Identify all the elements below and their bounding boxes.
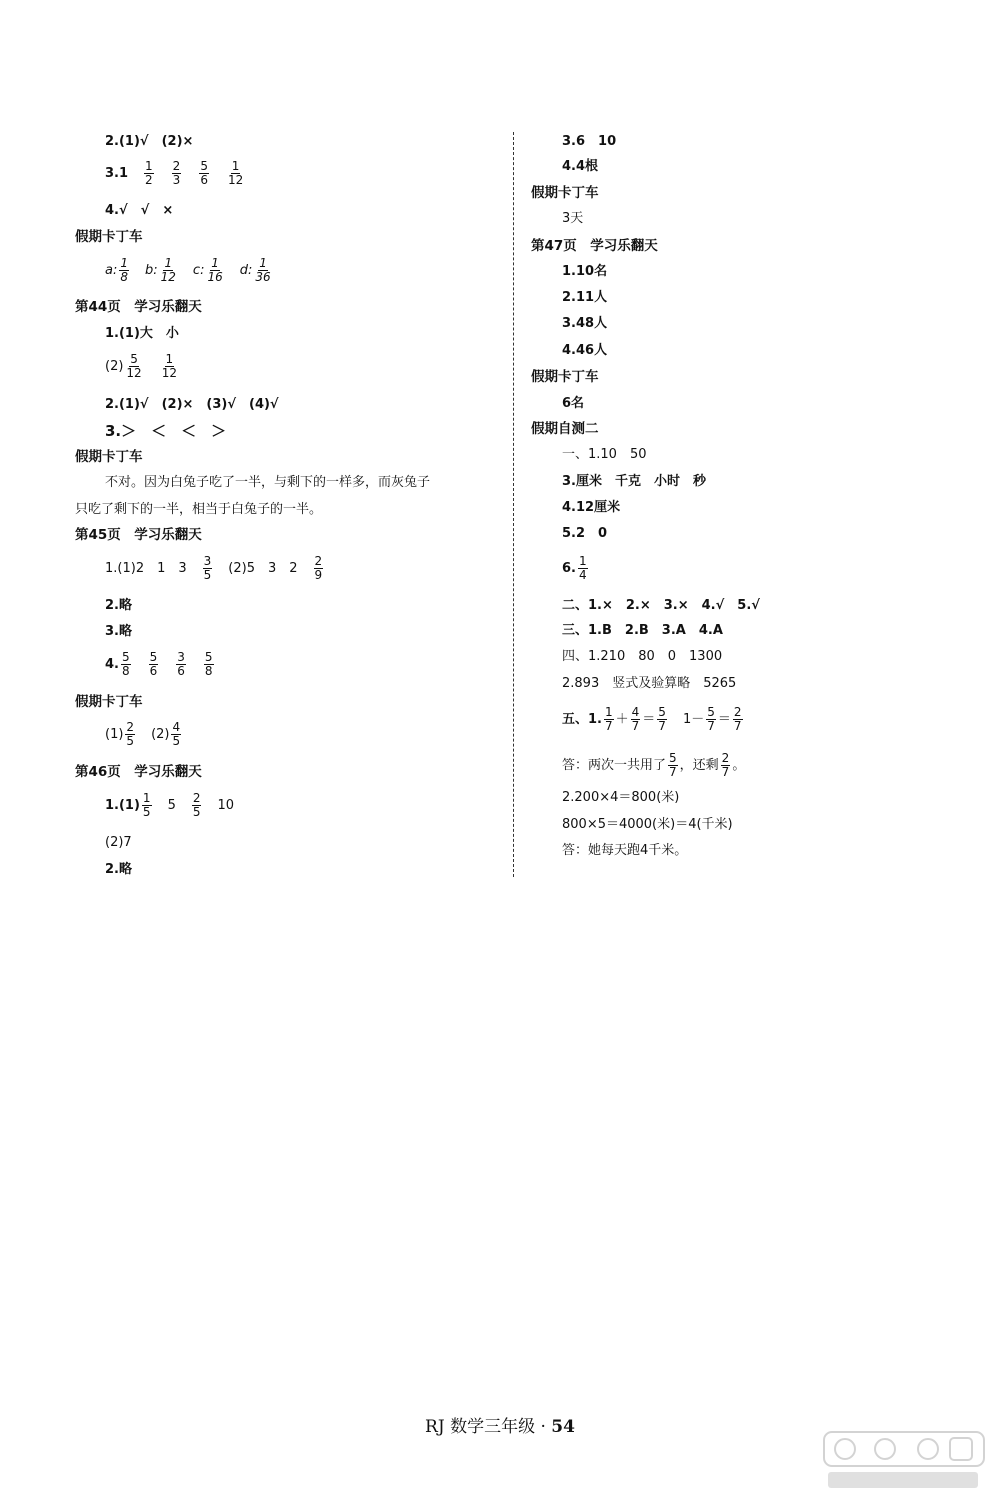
section-heading: 假期卡丁车	[75, 229, 143, 245]
right-line-12: 5.2 0	[562, 526, 608, 541]
page-number: 54	[551, 1417, 575, 1437]
section-heading: 假期卡丁车	[531, 369, 599, 385]
right-line-18: 五、1. $\frac{1}{7}$ ＋ $\frac{4}{7}$ ＝ $\frac{5}{7}$ 1－ $\frac{5}{7}$ ＝ $\frac{2}{7}$	[562, 705, 742, 733]
section-heading: 假期卡丁车	[75, 449, 143, 465]
right-line-16: 四、1.210 80 0 1300	[562, 649, 723, 664]
paragraph-line-1: 不对。因为白兔子吃了一半，与剩下的一样多，而灰兔子	[105, 475, 431, 490]
fraction: $\frac{5}{8}$	[121, 650, 130, 678]
right-line-6: 3.48人	[562, 316, 608, 331]
left-line-8: 3.＞ ＜ ＜ ＞	[105, 422, 227, 440]
fraction: $\frac{1}{4}$	[578, 554, 587, 582]
right-line-2: 4.4根	[562, 159, 599, 174]
fraction: $\frac{5}{12}$	[126, 352, 142, 380]
right-line-22: 答：她每天跑4千米。	[562, 843, 688, 858]
section-heading: 第44页 学习乐翻天	[75, 299, 202, 315]
left-line-5: 1.(1)大 小	[105, 326, 179, 341]
right-line-5: 2.11人	[562, 290, 608, 305]
right-line-10: 3.厘米 千克 小时 秒	[562, 474, 706, 489]
fraction: $\frac{1}{12}$	[160, 256, 176, 284]
fraction: $\frac{1}{5}$	[142, 791, 151, 819]
fraction: $\frac{4}{7}$	[631, 705, 640, 733]
left-line-12: 4. $\frac{5}{8}$ $\frac{5}{6}$ $\frac{3}{6}$ $\frac{5}{8}$	[105, 650, 213, 678]
section-heading: 第47页 学习乐翻天	[531, 238, 658, 254]
watermark-logo	[820, 1428, 990, 1493]
right-line-8: 6名	[562, 396, 585, 411]
fraction: $\frac{1}{8}$	[120, 256, 128, 284]
left-line-10: 2.略	[105, 598, 132, 613]
right-line-9: 一、1.10 50	[562, 447, 647, 462]
right-line-13: 6. $\frac{1}{4}$	[562, 554, 587, 582]
right-line-20: 2.200×4＝800(米)	[562, 790, 680, 805]
paragraph-line-2: 只吃了剩下的一半，相当于白兔子的一半。	[75, 502, 323, 517]
right-line-21: 800×5＝4000(米)＝4(千米)	[562, 817, 733, 832]
fraction: $\frac{2}{7}$	[733, 705, 742, 733]
section-heading: 假期卡丁车	[75, 694, 143, 710]
fraction: $\frac{5}{8}$	[204, 650, 213, 678]
left-line-9: 1.(1)2 1 3 $\frac{3}{5}$ (2)5 3 2 $\frac{2}{9}$	[105, 554, 323, 582]
fraction: $\frac{5}{6}$	[149, 650, 158, 678]
fraction: $\frac{2}{5}$	[192, 791, 201, 819]
section-heading: 假期卡丁车	[531, 185, 599, 201]
left-line-7: 2.(1)√ (2)× (3)√ (4)√	[105, 397, 279, 412]
right-line-1: 3.6 10	[562, 134, 617, 149]
fraction: $\frac{1}{12}$	[227, 159, 244, 187]
fraction: $\frac{3}{6}$	[177, 650, 185, 678]
left-line-13: (1) $\frac{2}{5}$ (2) $\frac{4}{5}$	[105, 720, 181, 748]
fraction: $\frac{3}{5}$	[203, 554, 212, 582]
footer-label: RJ 数学三年级 ·	[425, 1417, 552, 1437]
section-heading: 第45页 学习乐翻天	[75, 527, 202, 543]
fraction: $\frac{1}{2}$	[145, 159, 153, 187]
left-line-14: 1.(1) $\frac{1}{5}$ 5 $\frac{2}{5}$ 10	[105, 791, 235, 819]
right-line-15: 三、1.B 2.B 3.A 4.A	[562, 623, 723, 638]
fraction: $\frac{2}{9}$	[314, 554, 323, 582]
fraction: $\frac{4}{5}$	[172, 720, 181, 748]
left-line-4: a: $\frac{1}{8}$ b: $\frac{1}{12}$ c: $\frac{1}{16}$ d: $\frac{1}{36}$	[105, 256, 271, 284]
fraction: $\frac{5}{7}$	[707, 705, 715, 733]
column-divider	[513, 132, 514, 877]
section-heading: 第46页 学习乐翻天	[75, 764, 202, 780]
fraction: $\frac{1}{16}$	[207, 256, 223, 284]
fraction: $\frac{5}{7}$	[658, 705, 666, 733]
right-line-4: 1.10名	[562, 264, 608, 279]
right-line-14: 二、1.× 2.× 3.× 4.√ 5.√	[562, 598, 760, 613]
fraction: $\frac{2}{7}$	[721, 751, 730, 779]
left-line-3: 4.√ √ ×	[105, 203, 174, 218]
left-line-1: 2.(1)√ (2)×	[105, 134, 194, 149]
section-heading: 假期自测二	[531, 421, 599, 437]
fraction: $\frac{2}{3}$	[172, 159, 181, 187]
fraction: $\frac{5}{6}$	[200, 159, 208, 187]
fraction: $\frac{1}{12}$	[161, 352, 177, 380]
left-line-11: 3.略	[105, 624, 132, 639]
right-line-19: 答：两次一共用了 $\frac{5}{7}$ ，还剩 $\frac{2}{7}$ 。	[562, 751, 746, 779]
fraction: $\frac{2}{5}$	[126, 720, 135, 748]
right-line-7: 4.46人	[562, 343, 608, 358]
left-line-15: (2)7	[105, 835, 132, 850]
left-line-2: 3.1 $\frac{1}{2}$ $\frac{2}{3}$ $\frac{5}{6}$ $\frac{1}{12}$	[105, 159, 244, 187]
fraction: $\frac{1}{7}$	[604, 705, 613, 733]
right-line-17: 2.893 竖式及验算略 5265	[562, 676, 737, 691]
left-line-6: (2) $\frac{5}{12}$ $\frac{1}{12}$	[105, 352, 177, 380]
right-line-11: 4.12厘米	[562, 500, 621, 515]
fraction: $\frac{5}{7}$	[669, 751, 677, 779]
fraction: $\frac{1}{36}$	[255, 256, 271, 284]
left-line-16: 2.略	[105, 862, 132, 877]
right-line-3: 3天	[562, 211, 584, 226]
